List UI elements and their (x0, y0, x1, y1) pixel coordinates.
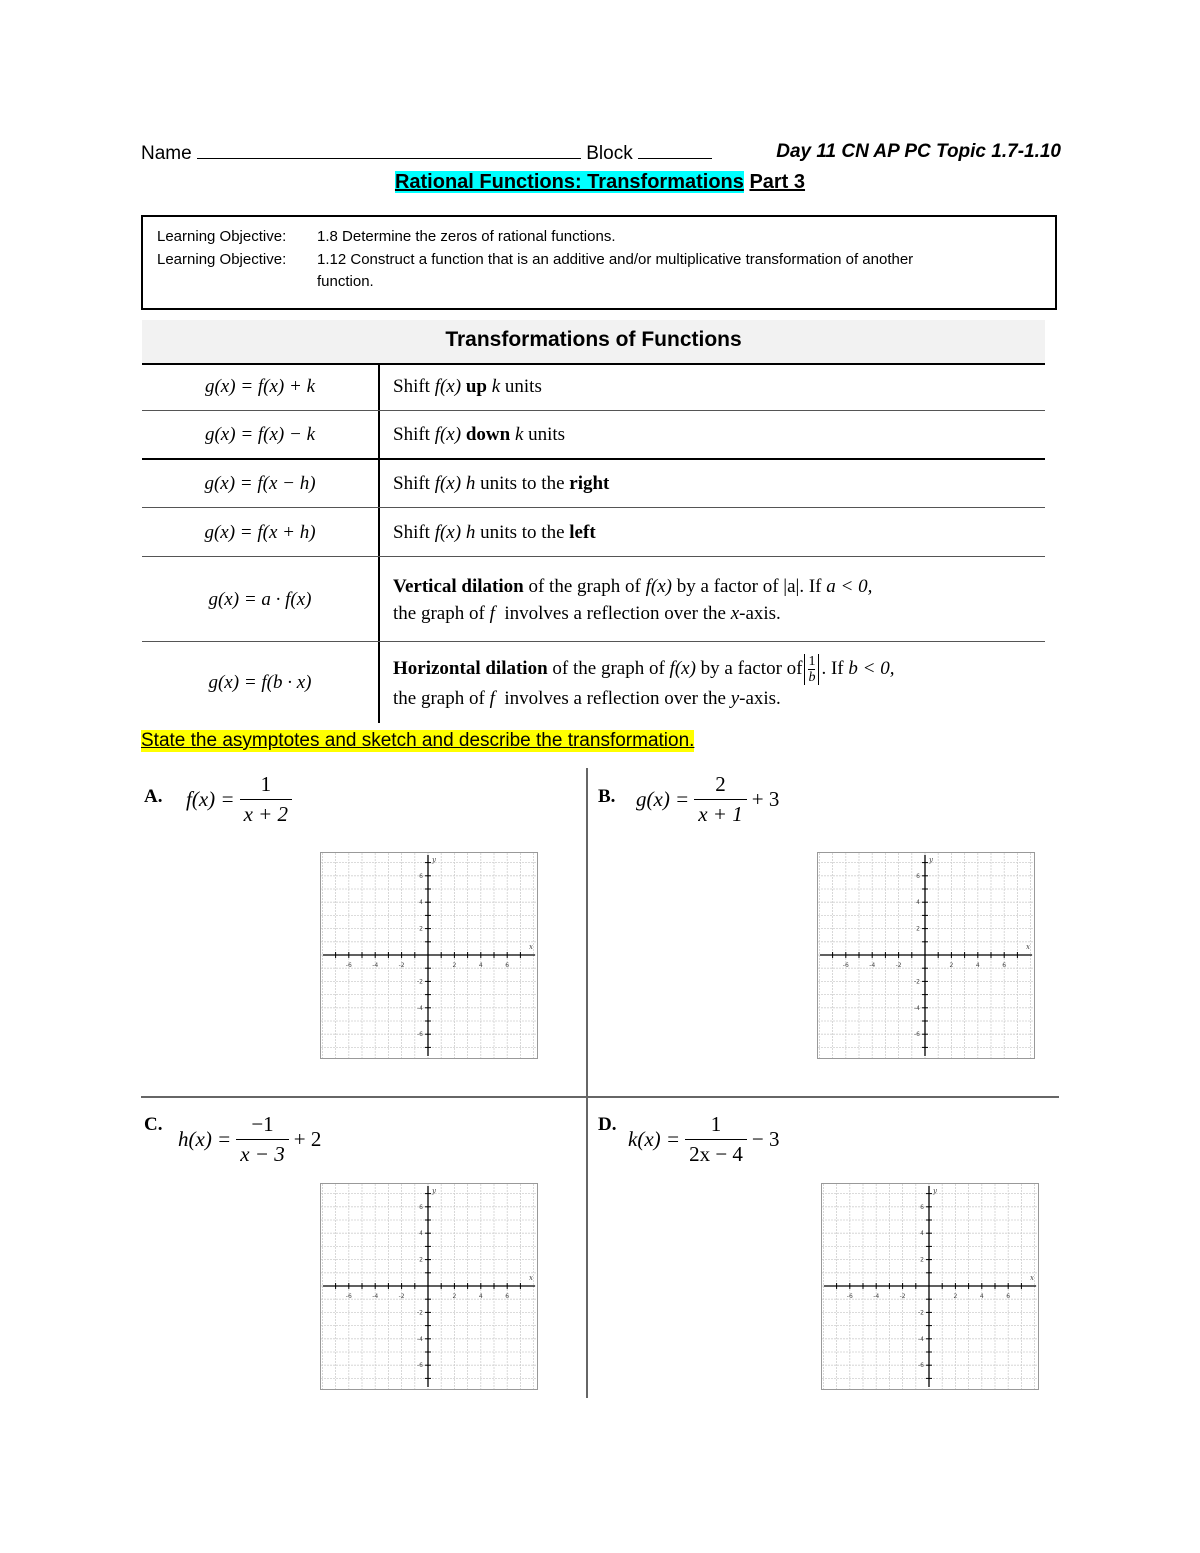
table-row (142, 411, 1045, 460)
formula-cell: g(x) = f(x) + k (204, 375, 316, 397)
title-part1: Rational Functions: Transformations (394, 171, 744, 193)
x-tick-label: -6 (846, 1293, 853, 1300)
x-tick-label: 6 (1006, 1293, 1011, 1300)
x-tick-label: -2 (398, 962, 405, 969)
block-field[interactable] (638, 141, 712, 159)
x-tick-label: -6 (345, 962, 352, 969)
y-tick-label: -6 (417, 1362, 423, 1370)
formula-cell: g(x) = f(x) − k (204, 423, 316, 445)
y-tick-label: 4 (920, 1230, 924, 1238)
graph-d[interactable] (821, 1183, 1039, 1390)
objective-1 (157, 225, 616, 248)
y-tick-label: 4 (419, 899, 423, 907)
coordinate-grid (321, 1184, 537, 1389)
problem-a-label: A. (144, 786, 163, 807)
problem-c-label: C. (144, 1114, 163, 1135)
x-tick-label: 4 (478, 1293, 483, 1300)
problem-d-function: k(x) = $\frac{1}{2x - 4}$ − 3 (628, 1112, 780, 1166)
problem-b-label: B. (598, 786, 616, 807)
x-tick-label: -6 (345, 1293, 352, 1300)
y-tick-label: 2 (419, 1256, 423, 1264)
quadrant-divider-vertical (586, 768, 588, 1398)
description-cell: Shift f(x) h units to the right (393, 473, 610, 494)
coordinate-grid (822, 1184, 1038, 1389)
x-tick-label: -4 (372, 1293, 379, 1300)
table-row (142, 460, 1045, 508)
y-tick-label: -2 (417, 1309, 423, 1317)
graph-c[interactable] (320, 1183, 538, 1390)
x-axis-label: x (1026, 943, 1030, 951)
description-cell: Shift f(x) up k units (393, 376, 542, 397)
y-axis-label: y (432, 1187, 436, 1195)
page-title (0, 171, 1200, 194)
problem-b-function: g(x) = $\frac{2}{x + 1}$ + 3 (636, 772, 780, 826)
y-tick-label: -4 (914, 1004, 920, 1012)
objective-label: Learning Objective: (157, 251, 287, 268)
objective-label: Learning Objective: (157, 228, 287, 245)
problem-c-function: h(x) = $\frac{-1}{x - 3}$ + 2 (178, 1112, 322, 1166)
x-tick-label: -2 (398, 1293, 405, 1300)
description-cell: Horizontal dilation of the graph of f(x) by a factor of $\frac{1}{b}$ . If b < 0, the graph of f involves a reflection over the y-axis. (393, 653, 895, 709)
x-tick-label: -2 (899, 1293, 906, 1300)
y-tick-label: -4 (918, 1335, 924, 1343)
fraction-abs: $\frac{1}{b}$ (804, 654, 819, 685)
y-axis-label: y (432, 856, 436, 864)
objective-2 (157, 248, 913, 271)
graph-b[interactable] (817, 852, 1035, 1059)
learning-objectives-box (141, 215, 1057, 310)
x-tick-label: 4 (979, 1293, 984, 1300)
header-line (141, 141, 1061, 167)
y-tick-label: 2 (916, 925, 920, 933)
y-tick-label: 2 (419, 925, 423, 933)
x-axis-label: x (1030, 1274, 1034, 1282)
x-tick-label: 6 (505, 962, 510, 969)
table-row (142, 642, 1045, 723)
x-tick-label: 2 (953, 1293, 958, 1300)
x-tick-label: -6 (842, 962, 849, 969)
x-tick-label: -4 (873, 1293, 880, 1300)
formula-cell: g(x) = a · f(x) (208, 588, 312, 610)
x-axis-label: x (529, 943, 533, 951)
y-tick-label: 4 (419, 1230, 423, 1238)
y-axis-label: y (933, 1187, 937, 1195)
table-row (142, 558, 1045, 642)
y-axis-label: y (929, 856, 933, 864)
name-field[interactable] (197, 141, 581, 159)
y-tick-label: 6 (419, 1203, 423, 1211)
transformations-table (142, 320, 1045, 723)
table-title: Transformations of Functions (142, 320, 1045, 365)
y-tick-label: 6 (419, 872, 423, 880)
problem-a-function: f(x) = $\frac{1}{x + 2}$ (186, 772, 297, 827)
y-tick-label: 2 (920, 1256, 924, 1264)
y-tick-label: -6 (918, 1362, 924, 1370)
x-tick-label: -4 (372, 962, 379, 969)
x-tick-label: 2 (452, 962, 457, 969)
formula-cell: g(x) = f(b · x) (208, 671, 312, 693)
y-tick-label: -2 (918, 1309, 924, 1317)
description-cell: Shift f(x) h units to the left (393, 522, 596, 543)
x-tick-label: 6 (1002, 962, 1007, 969)
x-axis-label: x (529, 1274, 533, 1282)
y-tick-label: 4 (916, 899, 920, 907)
y-tick-label: -6 (417, 1031, 423, 1039)
objective-text: 1.8 Determine the zeros of rational functions. (317, 228, 616, 245)
block-label: Block (586, 143, 633, 164)
formula-cell: g(x) = f(x + h) (204, 521, 316, 543)
x-tick-label: 4 (975, 962, 980, 969)
x-tick-label: 6 (505, 1293, 510, 1300)
title-part2: Part 3 (749, 171, 806, 193)
objective-2-continued: function. (317, 273, 374, 290)
table-row (142, 509, 1045, 557)
description-cell: Shift f(x) down k units (393, 424, 566, 445)
problem-d-label: D. (598, 1114, 617, 1135)
x-tick-label: 2 (949, 962, 954, 969)
table-row (142, 363, 1045, 411)
instructions: State the asymptotes and sketch and describe the transformation. (141, 730, 695, 751)
x-tick-label: 4 (478, 962, 483, 969)
description-cell: Vertical dilation of the graph of f(x) by a factor of |a|. If a < 0, the graph of f involves a reflection over the x-axis. (393, 575, 873, 624)
y-tick-label: -2 (914, 978, 920, 986)
formula-cell: g(x) = f(x − h) (204, 472, 316, 494)
graph-a[interactable] (320, 852, 538, 1059)
y-tick-label: -4 (417, 1004, 423, 1012)
coordinate-grid (321, 853, 537, 1058)
x-tick-label: -2 (895, 962, 902, 969)
objective-text: 1.12 Construct a function that is an additive and/or multiplicative transformation of another (317, 251, 914, 268)
day-label: Day 11 CN AP PC Topic 1.7-1.10 (776, 141, 1061, 162)
y-tick-label: -2 (417, 978, 423, 986)
y-tick-label: -6 (914, 1031, 920, 1039)
x-tick-label: -4 (869, 962, 876, 969)
quadrant-divider-horizontal (141, 1096, 1059, 1098)
coordinate-grid (818, 853, 1034, 1058)
y-tick-label: 6 (920, 1203, 924, 1211)
x-tick-label: 2 (452, 1293, 457, 1300)
y-tick-label: 6 (916, 872, 920, 880)
name-label: Name (141, 143, 192, 164)
y-tick-label: -4 (417, 1335, 423, 1343)
